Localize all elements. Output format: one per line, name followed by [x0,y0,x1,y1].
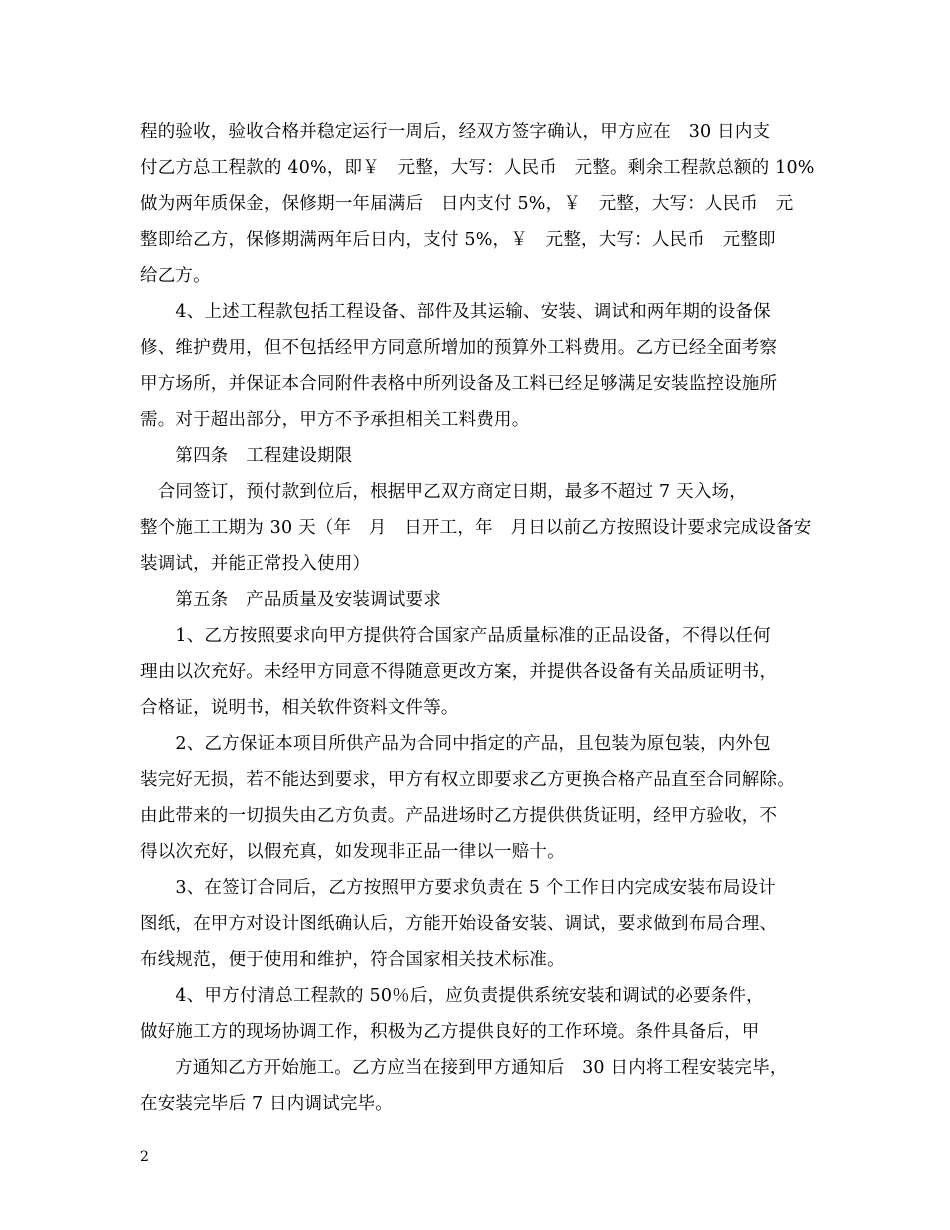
text-line: 做好施工方的现场协调工作，积极为乙方提供良好的工作环境。条件具备后，甲 [140,1022,760,1042]
text-line: 1、乙方按照要求向甲方提供符合国家产品质量标准的正品设备，不得以任何 [140,626,771,646]
text-line: 方通知乙方开始施工。乙方应当在接到甲方通知后 30 日内将工程安装完毕， [175,1058,788,1078]
text-line: 修、维护费用，但不包括经甲方同意所增加的预算外工料费用。乙方已经全面考察 [140,338,778,358]
text-line: 装调试，并能正常投入使用） [140,554,371,574]
text-line: 得以次充好，以假充真，如发现非正品一律以一赔十。 [140,842,565,862]
text-line: 整即给乙方，保修期满两年后日内，支付 5%，￥ 元整，大写：人民币 元整即 [140,230,776,250]
text-line: 3、在签订合同后，乙方按照甲方要求负责在 5 个工作日内完成安装布局设计 [140,878,776,898]
text-line: 程的验收，验收合格并稳定运行一周后，经双方签字确认，甲方应在 30 日内支 [140,122,771,142]
text-line: 布线规范，便于使用和维护，符合国家相关技术标准。 [140,950,565,970]
text-line: 付乙方总工程款的 40%，即￥ 元整，大写：人民币 元整。剩余工程款总额的 10% [140,158,815,178]
text-line: 给乙方。 [140,266,211,286]
text-line: 图纸，在甲方对设计图纸确认后，方能开始设备安装、调试，要求做到布局合理、 [140,914,778,934]
section-heading: 第五条 产品质量及安装调试要求 [140,590,441,610]
text-line: 合同签订，预付款到位后，根据甲乙双方商定日期，最多不超过 7 天入场， [140,482,747,502]
text-line: 甲方场所，并保证本合同附件表格中所列设备及工料已经足够满足安装监控设施所 [140,374,778,394]
section-heading: 第四条 工程建设期限 [140,446,353,466]
text-line: 由此带来的一切损失由乙方负责。产品进场时乙方提供供货证明，经甲方验收，不 [140,806,778,826]
text-line: 理由以次充好。未经甲方同意不得随意更改方案，并提供各设备有关品质证明书， [140,662,778,682]
text-line: 合格证，说明书，相关软件资料文件等。 [140,698,459,718]
text-line: 做为两年质保金，保修期一年届满后 日内支付 5%，￥ 元整，大写：人民币 元 [140,194,794,214]
text-line: 整个施工工期为 30 天（年 月 日开工，年 月日以前乙方按照设计要求完成设备安 [140,518,812,538]
text-line: 需。对于超出部分，甲方不予承担相关工料费用。 [140,410,530,430]
text-line: 4、上述工程款包括工程设备、部件及其运输、安装、调试和两年期的设备保 [140,302,771,322]
page-number: 2 [140,1149,149,1165]
text-line: 2、乙方保证本项目所供产品为合同中指定的产品，且包装为原包装，内外包 [140,734,771,754]
text-line: 在安装完毕后 7 日内调试完毕。 [140,1094,393,1114]
text-line: 装完好无损，若不能达到要求，甲方有权立即要求乙方更换合格产品直至合同解除。 [140,770,795,790]
text-line: 4、甲方付清总工程款的 50％后，应负责提供系统安装和调试的必要条件， [140,986,764,1006]
